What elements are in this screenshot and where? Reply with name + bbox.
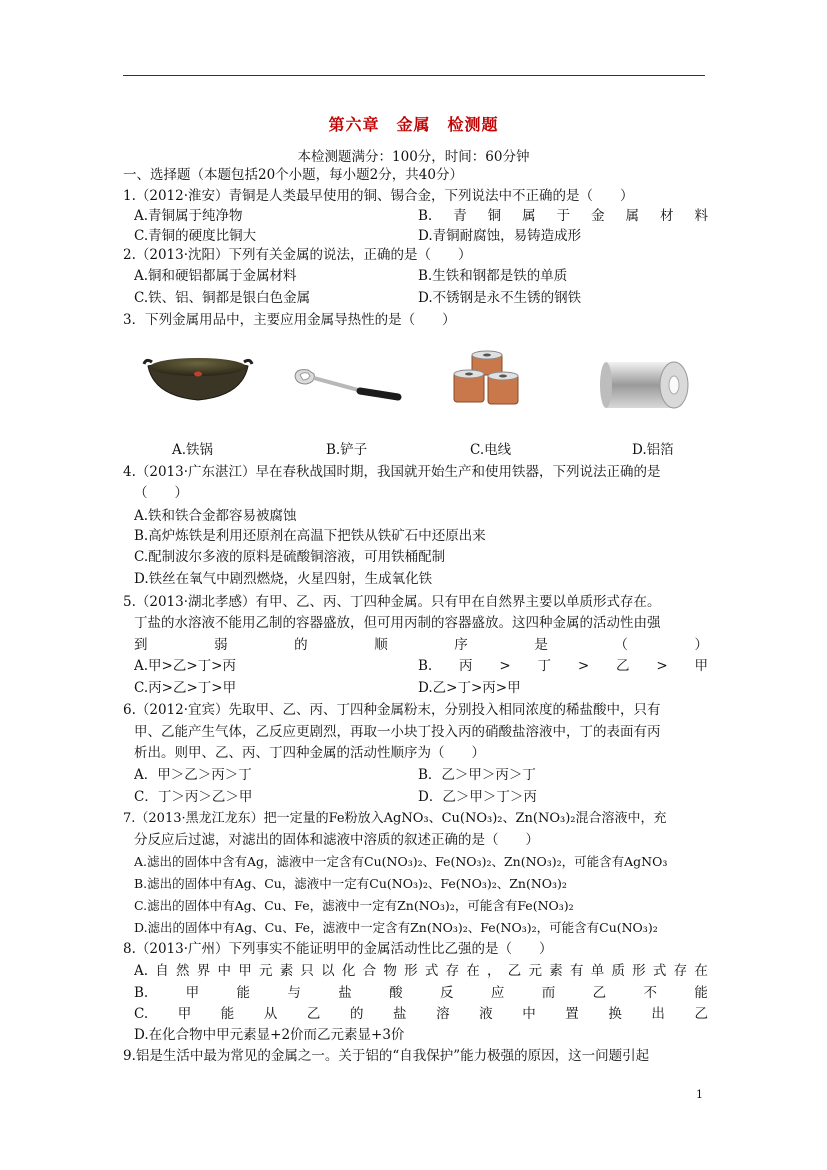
q9-stem: 9.铝是生活中最为常见的金属之一。关于铝的“自我保护”能力极强的原因，这一问题引起 bbox=[123, 1048, 650, 1064]
header-rule bbox=[123, 75, 705, 76]
q6-option-b: B．乙＞甲＞丙＞丁 bbox=[418, 767, 536, 783]
q4-option-a: A.铁和铁合金都容易被腐蚀 bbox=[134, 508, 297, 524]
q1-option-d: D.青铜耐腐蚀，易铸造成形 bbox=[418, 228, 582, 244]
q5-option-c: C.丙>乙>丁>甲 bbox=[134, 680, 237, 696]
q1-stem: 1.（2012·淮安）青铜是人类最早使用的铜、锡合金，下列说法中不正确的是（ ） bbox=[123, 188, 634, 204]
wok-picture bbox=[142, 352, 254, 402]
q6-option-d: D．乙＞甲＞丁＞丙 bbox=[418, 789, 537, 805]
spatula-picture bbox=[292, 366, 402, 402]
q1-option-a: A.青铜属于纯净物 bbox=[134, 208, 243, 224]
q3-option-c: C.电线 bbox=[470, 442, 512, 458]
q7-option-a: A.滤出的固体中含有Ag，滤液中一定含有Cu(NO₃)₂、Fe(NO₃)₂、Zn(NO₃)₂，可能含有AgNO₃ bbox=[134, 854, 668, 869]
q2-option-c: C.铁、铝、铜都是银白色金属 bbox=[134, 290, 311, 306]
exam-info: 本检测题满分：100分，时间：60分钟 bbox=[297, 149, 530, 165]
q3-option-b: B.铲子 bbox=[326, 442, 368, 458]
q5-stem-line2: 丁盐的水溶液不能用乙制的容器盛放，但可用丙制的容器盛放。这四种金属的活动性由强 bbox=[134, 615, 661, 631]
q1-option-b: B. 青 铜 属 于 金 属 材 料 bbox=[418, 208, 708, 224]
page-title: 第六章 金属 检测题 bbox=[328, 115, 499, 134]
q7-stem-line2: 分反应后过滤，对滤出的固体和滤液中溶质的叙述正确的是（ ） bbox=[134, 832, 539, 848]
aluminum-foil-picture bbox=[598, 358, 692, 412]
q5-stem-line3: 到 弱 的 顺 序 是 （ ） bbox=[134, 637, 708, 653]
q2-option-b: B.生铁和钢都是铁的单质 bbox=[418, 268, 568, 284]
q6-option-c: C．丁＞丙＞乙＞甲 bbox=[134, 789, 253, 805]
q1-option-c: C.青铜的硬度比铜大 bbox=[134, 228, 257, 244]
copper-wire-picture bbox=[452, 350, 522, 410]
section-heading: 一、选择题（本题包括20个小题，每小题2分，共40分） bbox=[123, 167, 463, 183]
q8-option-c: C. 甲 能 从 乙 的 盐 溶 液 中 置 换 出 乙 bbox=[134, 1006, 708, 1022]
q7-stem: 7.（2013·黑龙江龙东）把一定量的Fe粉放入AgNO₃、Cu(NO₃)₂、Zn(NO₃)₂混合溶液中，充 bbox=[123, 811, 667, 826]
q4-option-b: B.高炉炼铁是利用还原剂在高温下把铁从铁矿石中还原出来 bbox=[134, 528, 486, 544]
q7-option-d: D.滤出的固体中有Ag、Cu、Fe，滤液中一定含有Zn(NO₃)₂、Fe(NO₃)₂，可能含有Cu(NO₃)₂ bbox=[134, 920, 658, 935]
q4-option-c: C.配制波尔多液的原料是硫酸铜溶液，可用铁桶配制 bbox=[134, 549, 446, 565]
q3-stem: 3．下列金属用品中，主要应用金属导热性的是（ ） bbox=[123, 312, 456, 328]
page-number: 1 bbox=[696, 1088, 703, 1101]
q6-option-a: A．甲＞乙＞丙＞丁 bbox=[134, 767, 252, 783]
q4-answer-paren: （ ） bbox=[134, 485, 188, 501]
q5-option-d: D.乙>丁>丙>甲 bbox=[418, 680, 521, 696]
q2-option-d: D.不锈钢是永不生锈的钢铁 bbox=[418, 290, 582, 306]
q6-stem-line2: 甲、乙能产生气体，乙反应更剧烈，再取一小块丁投入丙的硝酸盐溶液中，丁的表面有丙 bbox=[134, 724, 661, 740]
q7-option-c: C.滤出的固体中有Ag、Cu、Fe，滤液中一定有Zn(NO₃)₂，可能含有Fe(NO₃)₂ bbox=[134, 898, 574, 913]
q2-option-a: A.铜和硬铝都属于金属材料 bbox=[134, 268, 297, 284]
q5-option-b: B. 丙 > 丁 > 乙 > 甲 bbox=[418, 658, 708, 674]
q5-option-a: A.甲>乙>丁>丙 bbox=[134, 658, 236, 674]
q4-stem: 4.（2013·广东湛江）早在春秋战国时期，我国就开始生产和使用铁器，下列说法正确的是 bbox=[123, 464, 661, 480]
q3-option-a: A.铁锅 bbox=[172, 442, 214, 458]
q7-option-b: B.滤出的固体中有Ag、Cu，滤液中一定有Cu(NO₃)₂、Fe(NO₃)₂、Zn(NO₃)₂ bbox=[134, 876, 567, 891]
q4-option-d: D.铁丝在氧气中剧烈燃烧，火星四射，生成氧化铁 bbox=[134, 571, 433, 587]
q5-stem: 5.（2013·湖北孝感）有甲、乙、丙、丁四种金属。只有甲在自然界主要以单质形式存在。 bbox=[123, 594, 661, 610]
q6-stem: 6.（2012·宜宾）先取甲、乙、丙、丁四种金属粉末，分别投入相同浓度的稀盐酸中，只有 bbox=[123, 702, 661, 718]
q2-stem: 2.（2013·沈阳）下列有关金属的说法，正确的是（ ） bbox=[123, 247, 472, 263]
q3-option-d: D.铝箔 bbox=[632, 442, 674, 458]
q8-option-d: D.在化合物中甲元素显+2价而乙元素显+3价 bbox=[134, 1027, 405, 1043]
q8-stem: 8.（2013·广州）下列事实不能证明甲的金属活动性比乙强的是（ ） bbox=[123, 941, 553, 957]
q6-stem-line3: 析出。则甲、乙、丙、丁四种金属的活动性顺序为（ ） bbox=[134, 745, 485, 761]
q8-option-b: B. 甲 能 与 盐 酸 反 应 而 乙 不 能 bbox=[134, 985, 708, 1001]
q8-option-a: A. 自 然 界 中 甲 元 素 只 以 化 合 物 形 式 存 在 ， 乙 元 素 有 单 质 形 式 存 在 bbox=[134, 963, 708, 979]
